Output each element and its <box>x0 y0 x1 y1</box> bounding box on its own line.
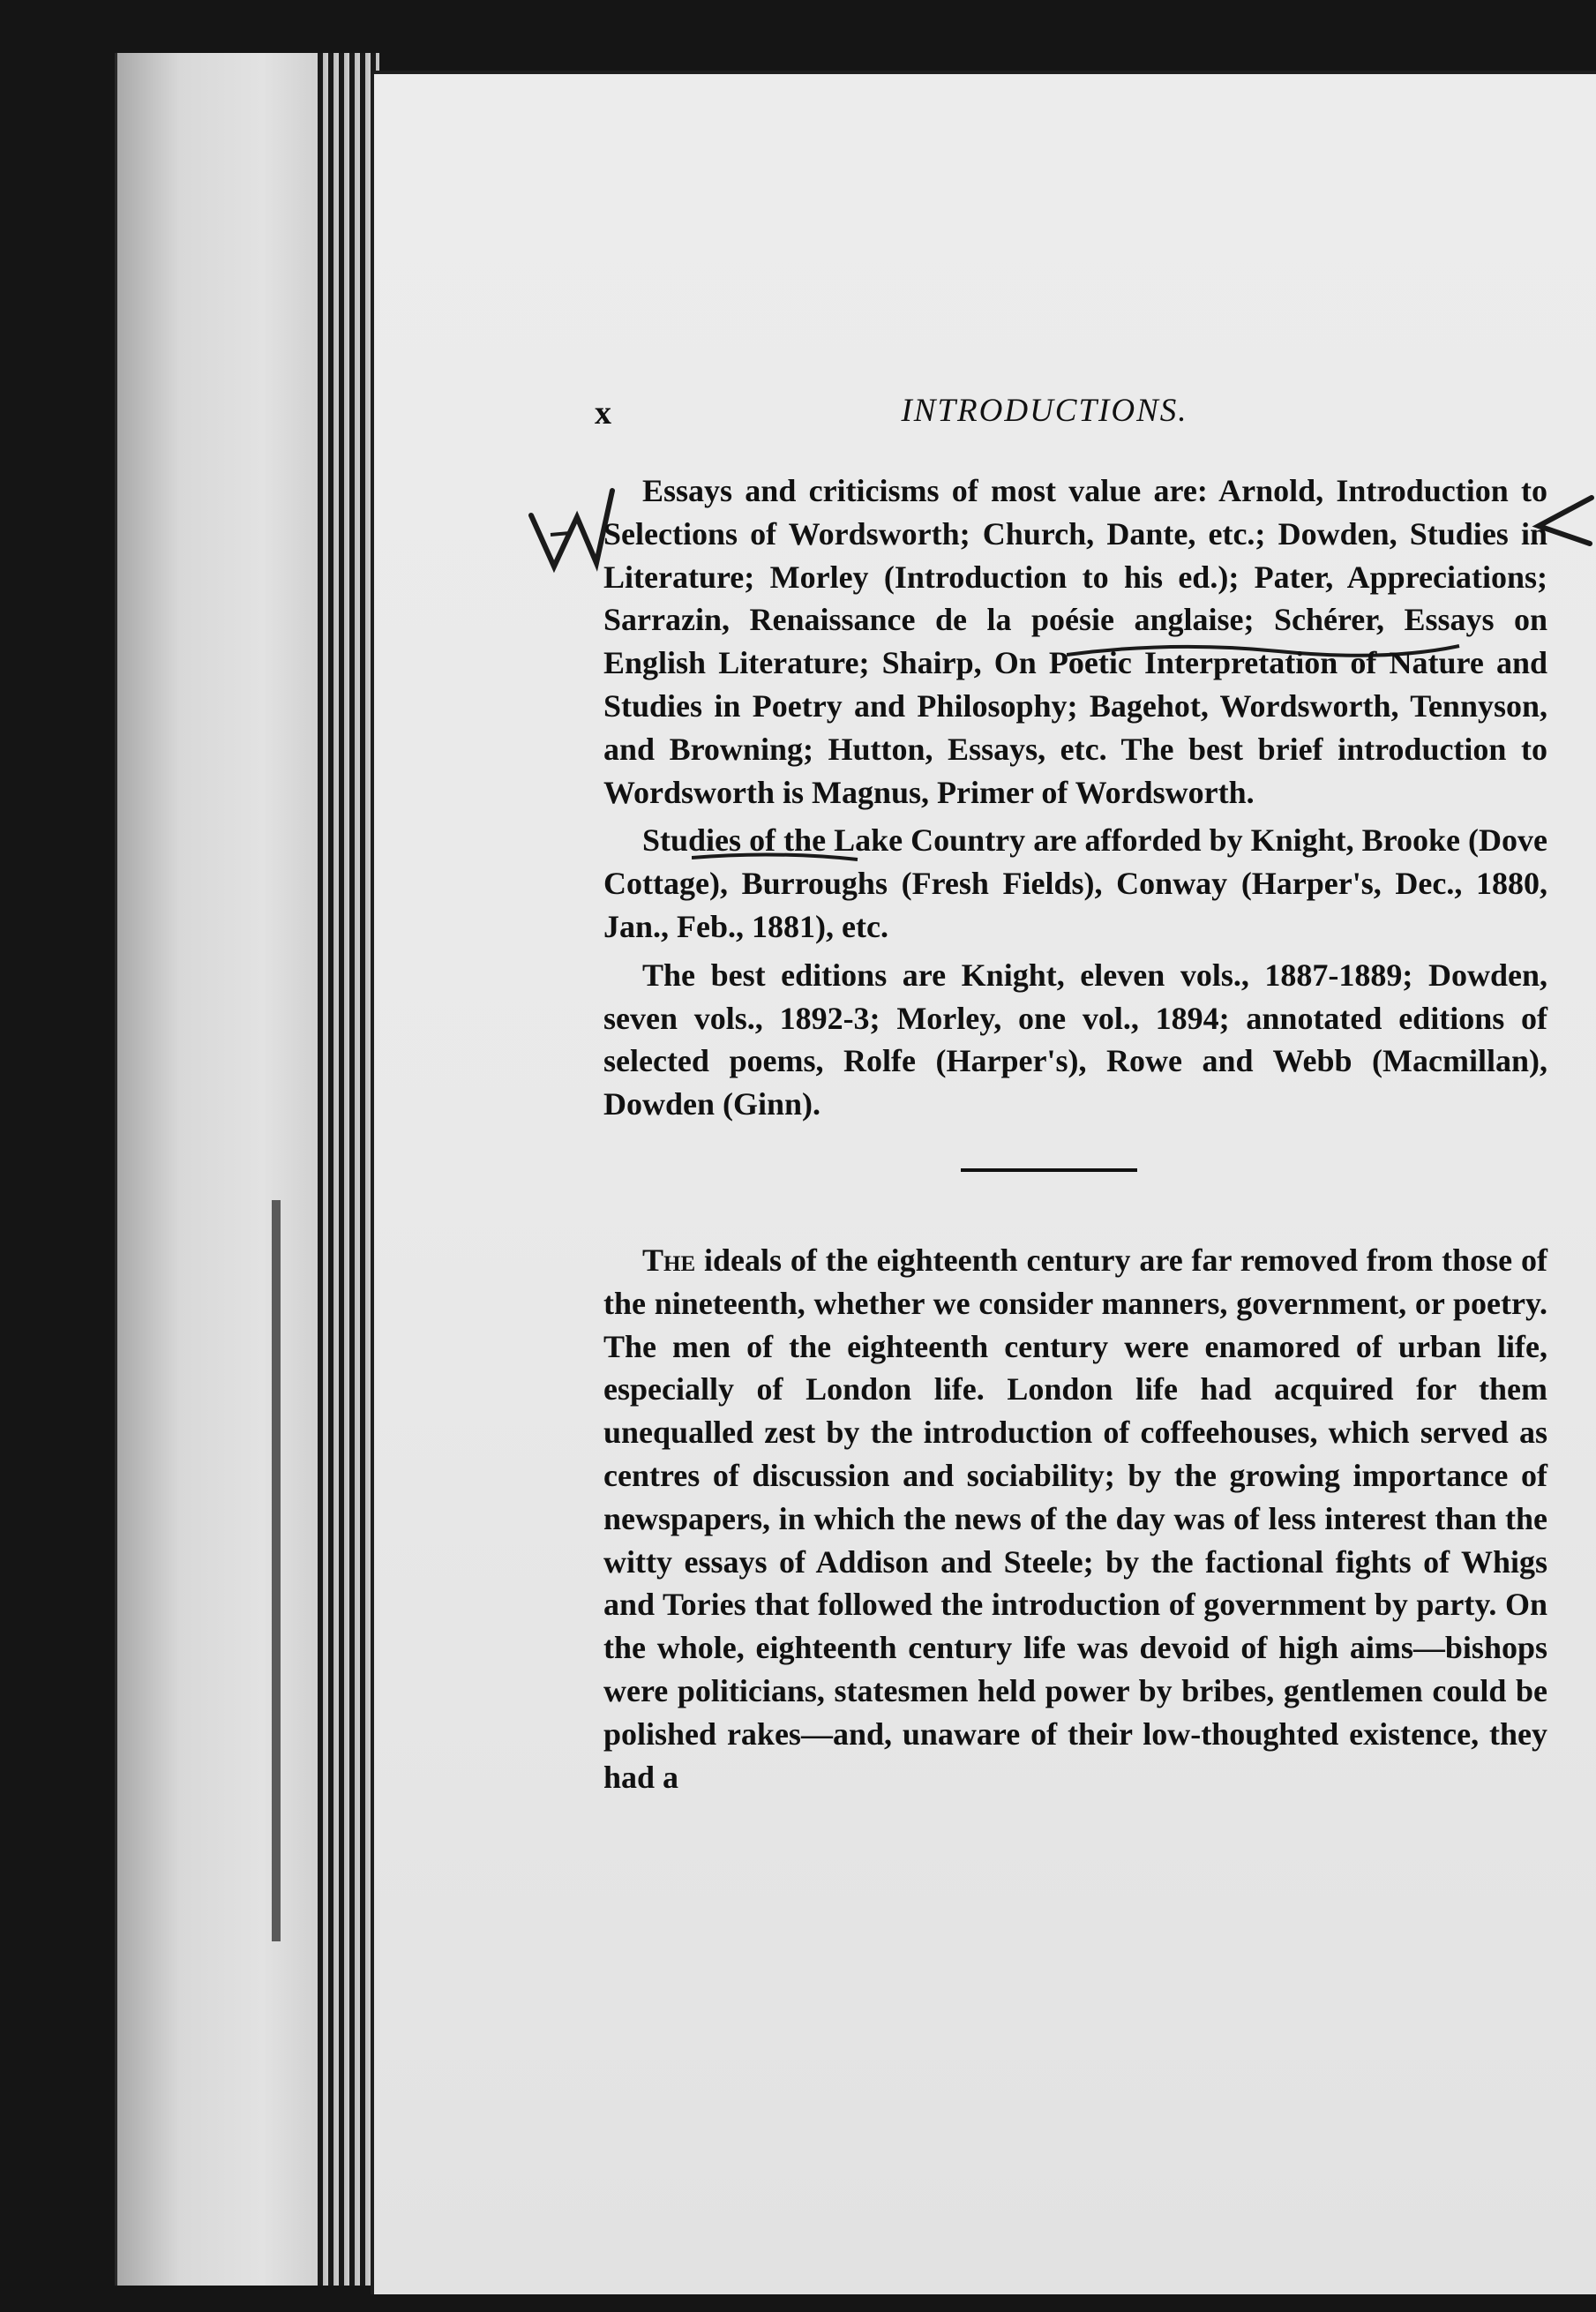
book-page <box>371 71 1596 2294</box>
running-head-title: INTRODUCTIONS. <box>901 393 1188 429</box>
paragraph-eighteenth-century <box>603 1239 1547 1798</box>
paragraph-lead-word: The <box>642 1242 696 1278</box>
page-number: x <box>595 394 611 432</box>
paragraph-essays-criticisms: Essays and criticisms of most value are: Arnold, Introduction to Selections of Wordsworth; Church, Dante, etc.; Dowden, Studies in Literature; Morley (Introduction to his ed.); Pater, Appreciations; Sarrazin, Renaissance de la poésie anglaise; Schérer, Essays on English Literature; Shairp, On Poetic Interpretation of Nature and Studies in Poetry and Philosophy; Bagehot, Wordsworth, Tennyson, and Browning; Hutton, Essays, etc. The best brief introduction to Wordsworth is Magnus, Primer of Wordsworth. <box>603 473 1547 810</box>
page-content <box>595 392 1547 1804</box>
facing-page-edge <box>115 53 325 2286</box>
paragraph-lake-country: Studies of the Lake Country are afforded by Knight, Brooke (Dove Cottage), Burroughs (Fresh Fields), Conway (Harper's, Dec., 1880, Jan., Feb., 1881), etc. <box>603 822 1547 944</box>
section-divider <box>961 1168 1137 1172</box>
paragraph-body-text: ideals of the eighteenth century are far removed from those of the nineteenth, whether we consider manners, government, or poetry. The men of the eighteenth century were enamored of urban life, especially of London life. London life had acquired for them unequalled zest by the introduction of coffeehouses, which served as centres of discussion and sociability; by the growing importance of newspapers, in which the news of the day was of less interest than the witty essays of Addison and Steele; by the factional fights of Whigs and Tories that followed the introduction of government by party. On the whole, eighteenth century life was devoid of high aims—bishops were politicians, statesmen held power by bribes, gentlemen could be polished rakes—and, unaware of their low-thoughted existence, they had a <box>603 1242 1547 1795</box>
running-head <box>595 392 1547 445</box>
facing-page-shadow <box>272 1200 281 1941</box>
paragraph-best-editions: The best editions are Knight, eleven vols., 1887-1889; Dowden, seven vols., 1892-3; Morley, one vol., 1894; annotated editions of selected poems, Rolfe (Harper's), Rowe and Webb (Macmillan), Dowden (Ginn). <box>603 957 1547 1122</box>
